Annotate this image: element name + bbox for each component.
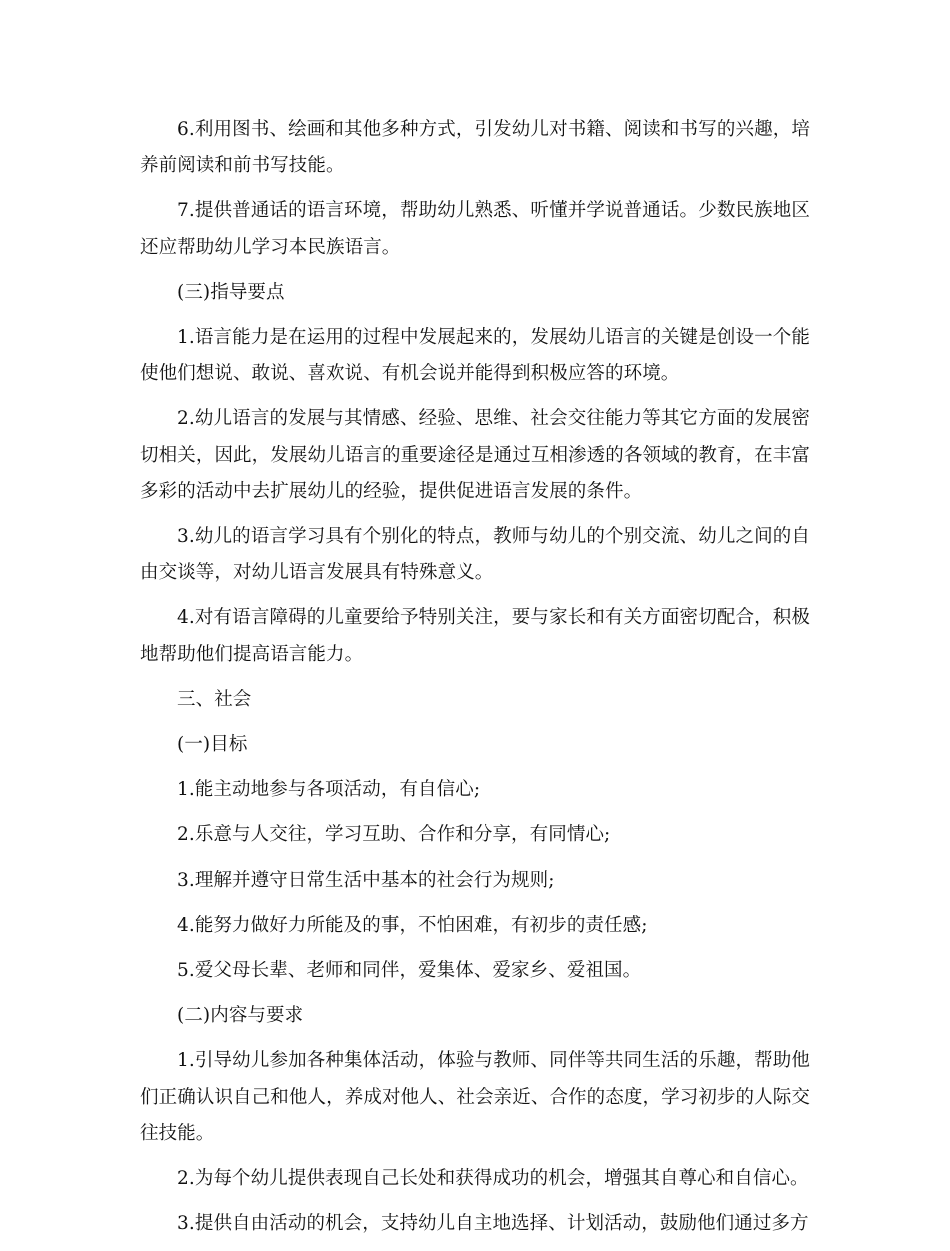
section-heading-content-requirements: (二)内容与要求	[177, 1005, 304, 1027]
paragraph-goal-4: 4.能努力做好力所能及的事，不怕困难，有初步的责任感;	[177, 914, 648, 936]
paragraph-goal-5: 5.爱父母长辈、老师和同伴，爱集体、爱家乡、爱祖国。	[177, 960, 642, 982]
paragraph-content-3: 3.提供自由活动的机会，支持幼儿自主地选择、计划活动，鼓励他们通过多方	[177, 1213, 809, 1235]
paragraph-guidance-1: 1.语言能力是在运用的过程中发展起来的，发展幼儿语言的关键是创设一个能使他们想说、敢说、喜欢说、有机会说并能得到积极应答的环境。	[140, 327, 810, 385]
paragraph-reading-interest: 6.利用图书、绘画和其他多种方式，引发幼儿对书籍、阅读和书写的兴趣，培养前阅读和前书写技能。	[140, 119, 810, 177]
paragraph-guidance-4: 4.对有语言障碍的儿童要给予特别关注，要与家长和有关方面密切配合，积极地帮助他们提高语言能力。	[140, 607, 810, 665]
paragraph-goal-2: 2.乐意与人交往，学习互助、合作和分享，有同情心;	[177, 824, 611, 846]
paragraph-guidance-2: 2.幼儿语言的发展与其情感、经验、思维、社会交往能力等其它方面的发展密切相关，因此，发展幼儿语言的重要途径是通过互相渗透的各领域的教育，在丰富多彩的活动中去扩展幼儿的经验，提供促进语言发展的条件。	[140, 408, 810, 502]
paragraph-content-2: 2.为每个幼儿提供表现自己长处和获得成功的机会，增强其自尊心和自信心。	[177, 1168, 809, 1190]
paragraph-goal-3: 3.理解并遵守日常生活中基本的社会行为规则;	[177, 869, 555, 891]
paragraph-content-1: 1.引导幼儿参加各种集体活动，体验与教师、同伴等共同生活的乐趣，帮助他们正确认识自己和他人，养成对他人、社会亲近、合作的态度，学习初步的人际交往技能。	[140, 1050, 810, 1144]
document-page	[140, 112, 810, 1251]
section-heading-goals: (一)目标	[177, 734, 248, 756]
paragraph-goal-1: 1.能主动地参与各项活动，有自信心;	[177, 779, 481, 801]
paragraph-guidance-3: 3.幼儿的语言学习具有个别化的特点，教师与幼儿的个别交流、幼儿之间的自由交谈等，对幼儿语言发展具有特殊意义。	[140, 526, 810, 584]
section-heading-society: 三、社会	[177, 688, 252, 710]
section-heading-guidance: (三)指导要点	[177, 281, 285, 303]
paragraph-mandarin-environment: 7.提供普通话的语言环境，帮助幼儿熟悉、听懂并学说普通话。少数民族地区还应帮助幼儿学习本民族语言。	[140, 200, 810, 258]
